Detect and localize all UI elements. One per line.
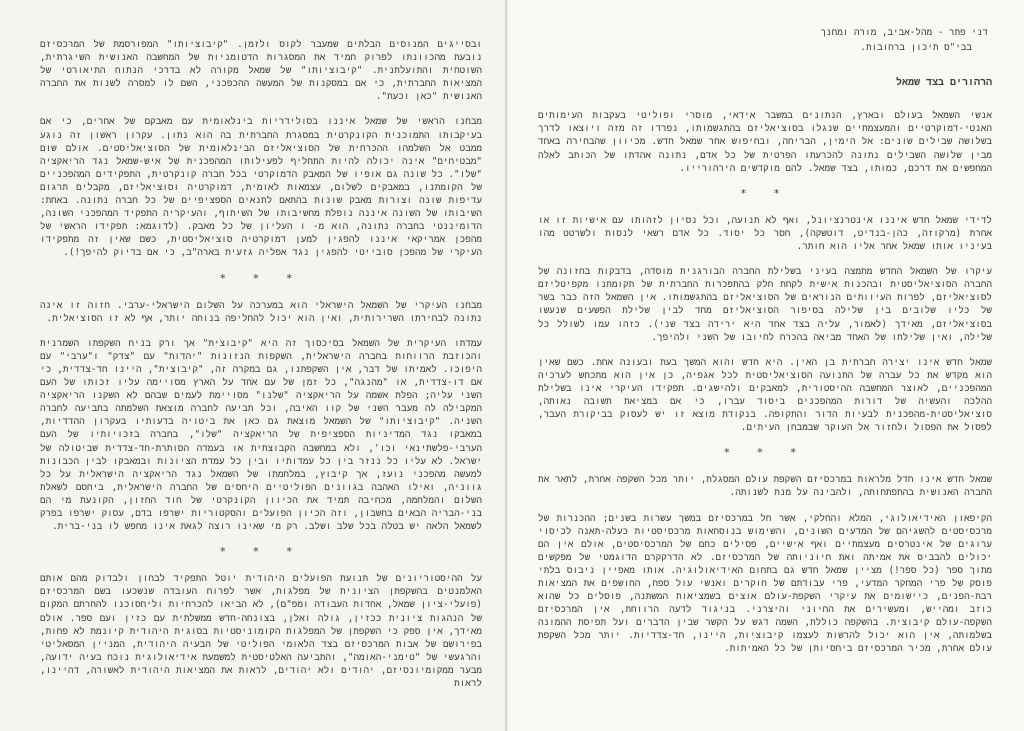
paragraph: אנשי השמאל בעולם ובארץ, הנתונים במשבר אידאי, מוסרי ופוליטי בעקבות העימותים האנטי-דמוקרטיים והמעצמתיים שנגלו בסוציאליזם בהתגשמותו, נפרדו זה מזה ויוצאו לדרך בשלושה שבילים שונים: אל הימין, הבריחה, ובחיפוש אחר שמאל חדש. מכיוון שהבחירה באחד מבין שלושה השבילים נתונה להכרעתו הפרטית של כל אדם, נתונה אהדתו של הכותב לאלה המחפשים את דרכם, כמותו, בצד שמאל. להם מוקדשים הירהורייו. xyxy=(538,110,992,174)
article-title: הרהורים בצד שמאל xyxy=(895,77,992,89)
paragraph: עמדתו העיקרית של השמאל בסיכסוך זה היא "קיבוצית" אך ורק בניח השקפתו השמרנית והכוזבת הרווחות בחברה הישראלית, השקפות הנזונות "יהדות" עם "צדק" ו"ערבי" עם היפוכו. לאמיתו של דבר, אין השקפתנו, גם במקרה זה, "קיבוצית", היינו חד-צדדית, כי אם דו-צדדית, או "מהנגה", כל זמן של עם אחד על הארץ מסויימה עליו זכותו של העם השני עליה; הפלת אשמה על הריאקציה "שלנו" מסויימת לעמים שבהם לא השקנו הריאקציה המקבילה לה מעבר השני של קוו האיבה, וכל תביעה לחברה מוצאת השלמתה בתביעה לחברה השניה. "קיבוציותו" של השמאל מוצאת גם כאן את ביטויה בדעותיו בעקרון ההדדיות, במאבקו נגד המדיניות הספציפית של הריאקציה "שלו", בחברה בזכויותיו של העם הערבי-פלשתינאי וכו', ולא במחשבה הקבוצתית או בעמדה הסותרת-חד-צדדית שביטולה של ישראל. לא עליו כל ננזר בין כל עמדותיו ובין כל עמדת הציונות ובמאבקו לבין הכבונות למעשה מהפכני נועז, אך קיבוץ, במלחמתו של השמאל נגד הריאקציה הישראלית על כל גווניה, ואילו האהבה בגוונים הפוליטיים היחסים של החברה הישראלית, ביחסם לשאלת השלום והמלחמה, מכחיבה תמיד את הכיוון הקונקרטי של חוד החזון, הקונעת מי הם בני-הבריה הבאים בחשבון, וזה הכיון הפועלים והסקטוריות ישרפו בדם, עסוק ישרפו בפרק לשמאל הלאה יש בטלה בכל שלב ושלב. רק מי שאינו רוצה לגאת אינו מחפש לו בני-ברית. xyxy=(40,337,482,533)
section-divider: * * * xyxy=(219,271,303,285)
left-page xyxy=(0,0,506,731)
right-page xyxy=(508,0,1024,731)
author-affiliation: בבי"ס תיכון ברחובות. xyxy=(860,42,972,54)
paragraph: לדידי שמאל חדש איננו אינטרנציונל, ואף לא תנועה, וכל נסיון לזהותו עם אישיות זו או אחרת (מרקוזה, כהן-בנדיט, דוטשקה), חסר כל יסוד. כל אדם רשאי לנסות ולשרטט מהו בעיניו אותו שמאל אחר אליו הוא חותר. xyxy=(538,214,992,253)
author-line: דני פתר - מהל-אביב, מורה ומחנך xyxy=(820,27,988,38)
section-divider: * * * xyxy=(219,545,303,559)
paragraph: שמאל חדש אינו חדל מלראות במרכסיזם השקפת עולם המסגלת, יותר מכל השקפה אחרת, לתאר את החברה האנושית בהתפתחותה, ולהבינה על מנת לשנותה. xyxy=(538,474,992,499)
paragraph: הקיפאון האידיאולוגי, המלא והחלקי, אשר חל במרכסיזם במשך עשרות בשנים; ההכנרות של מרכסיסטים להשגיהם של המדעים השונים, והשימוש בנוסחאות מרכסיסטיות כעלה-תאנה לכיסוי ערוגים של אינטרסים מעצמתיים ואף אישיים, פסילים כחם של המרכסיסטים, אולם אין הם יכולים להבביס את אמיתה ואת חיוניותה של המרכסיזם. לא הדרקקרם הדוגמטי של מפקשים מתוך ספר (כל ספר!) מציין שמאל חדש גם בתחום האידיאולוגיה. אותו מאפיין ניבוס בלתי פוסק של פרי המחקר המדעי, פרי עבודתם של חוקרים ואנשי עול ספח, החושפים את המציאות רבת-הפנים, כיישומים את עיקרי השקפת-עולם אוצים בשמציאות המשתנה, פוסלים כל שהוא כוזב ומהייש, ומעשירים את החיוני והיצרני. בניגוד לדעה הרווחת, אין המרכסיזם השקפה-עולם קיבוצית. בהשקפה כוללת, השמה דגש על הקשר שבין הדברים ועל תפיסת ההמונה בשלמותה, אין הוא יכול להרשות לעצמו קיבוציות, היינו, חד-צדדיות. יותר מכל השקפת עולם אחרת, מכיר המרכסיזם ביחסיותן של כל האמיתות. xyxy=(538,512,992,655)
paragraph: ובסייגים המנוסים הבלתים שמעבר לקוס ולזמן. "קיבוציותו" המפורסמת של המרכסיזם נובעת מהכוונתו לפרוק חמיד את המסגרות הדטומניות של המחשבה האנושית השיגרתית, השוטחית והתועלתנית. "קיבוציותו" של שמאל מקורה לא בדרכי הנתוח התיאורטי של המציאות החברתית, כי אם במסקנות של המעשה ההכפכני, השם לו למסרה לשנות את החברה האנושית "כאן וכעת". xyxy=(40,39,482,103)
section-divider: * * * xyxy=(723,446,807,460)
paragraph: שמאל חדש אינו יצירה חברתית בן האין. היא חדש והוא המשך בעת ובעונה אחת. כשם שאין הוא מקדש את כל עברה של התנועה הסוציאליסטית לכל אגפיה, כן אין הוא מתכחש לערכיה המהפכניים, לאוצר המחשבה ההיסטורית, למאבקים ולהישגים. תפקידו העיקרי אינו בשלילת ההלכה והעשיה של דורות המהפכנים ביסוד עברו, כי אם במציאת תשובה נאותה, סוציאליסטית-מהפכנית לבעיות הדור והתקופה. בנקודת מוצא זו יש לעסוק בביקורת העבר, לפסול את הפסול ולחזור אל העוקר שבמבחן העיתים. xyxy=(538,356,992,434)
paragraph: מבחנו הראשי של שמאל איננו בסולידריות בינלאומית עם מאבקם של אחרים, כי אם בעיקבותו התמוכנית הקונקרטית במסגרת החברתית בה הוא נתון. עקרון ראשון זה נוגע ממבט אל השלמהו ההכרחית של הסוציאליזם הבינלאומית של הסוציאליסטים. אולם שום "מבטיחים" אינה יכולה להיות התחליף לפעילותו המהפכנית של איש-שמאל נגד הריאקציה "שלו". כל שונה גם אופיו של המאבק הדמוקרטי בכל חברה קונקרטית, התפקידים המהפכניים של הקומתנו, במאבקים לשלום, עצמאות לאומית, דמוקרטיה וסוציאליזם, מקבלים תרגום עדיפות שונה וצורות מאבק שונות בהתאם לתנאים הספציפיים של כל חברה נתונה. באחת: השיבותו של השונה איננה נופלת מחשיבותו של השיתוף, והעיקריה התפקיד המהפכני השונה, הדומיננטי בחברה נתונה, הוא מ- ו העליון של כל מאבק. (לדוגמא: תפקידו הראשי של מהפכן אמריקאי איננו להפגין למען דמוקרטיה סוציאליסטית, כשם שאין זה מתפקידו העיקרי של מהפכן סובייטי להפגין נגד אפליה גזעית בארה"ב, כי אם בדיוק להיפך!). xyxy=(40,116,482,259)
section-divider: * * xyxy=(740,186,790,200)
paragraph: על ההיסטוריונים של תנועת הפועלים היהודית יוטל התפקיד לבחון ולבדוק מהם אותם האלמנטים בהשקפתן הציונית של מפלגות, אשר לפרוח העובדה שנשכעו בשם המרכסיזם (פועלי-ציון שמאל, אחדות העבודה ומפ"ם), לא הביאו להכרחיות וליחסוכנו להחרתם המקום של הנהגות ציונית ככזין, גולה ואלן, בצונחה-חדש ממשלתית עם כזין ועם ספר. אולם מאידך, אין ספק כי השקפתן של המפלגות הקומוניסטיות בסוגית היהודית קיונמת לא פחות, בפירושם של אבות המרכסיזם בצד הלאומי הפוליטי של הבעיה היהודית, המניין המסאליטי והרגעשי של "טימני-האומה", והתביעה האלטיסטית למשמעת אידיאולוגית נוכח בעיה ידועה, מבער ממקומיונסיזם, יהודים ולא יהודים, לראות את המציאות היהודית לאשורה, דהיינו, לראות xyxy=(40,573,482,690)
paragraph: עיקרו של השמאל החדש מתמצה בעיני בשלילת החברה הבורגנית מוסדה, בדבקות בחזונה של החברה הסוציאליסטית ובהכנות אישית לקחת חלק בהתפכרות החברתית של תקומתנו מקפיטליזם לסוציאליזם, לפרות העיוותים הנוראים של הסוציאליזם בהתגשמותו. אין השמאל הזה כבר בשר של כליו שלובים בין שלילה בסיפור הסוציאליזם מחד לבין שלילת הפשעים שנעשו בסוציאליזם, מאידך (לאמור, עליה בצד אחד היא ירידה בצד שני). כזהו עמו לשולל כל שלילה, ואין שלילתו של האחד מביאה בהכרח לחיובו של השני ולהיפך. xyxy=(538,266,992,343)
right-page-text xyxy=(538,26,992,668)
left-page-text xyxy=(40,38,482,702)
paragraph: מבחנו העיקרי של השמאל הישראלי הוא במערכה על השלום הישראלי-ערבי. חזוה זו אינה נתונה לבחירתו השרירותית, ואין הוא יכול להחליפה בנוחה יותר, אף לא זו הסוציאלית. xyxy=(40,299,482,324)
